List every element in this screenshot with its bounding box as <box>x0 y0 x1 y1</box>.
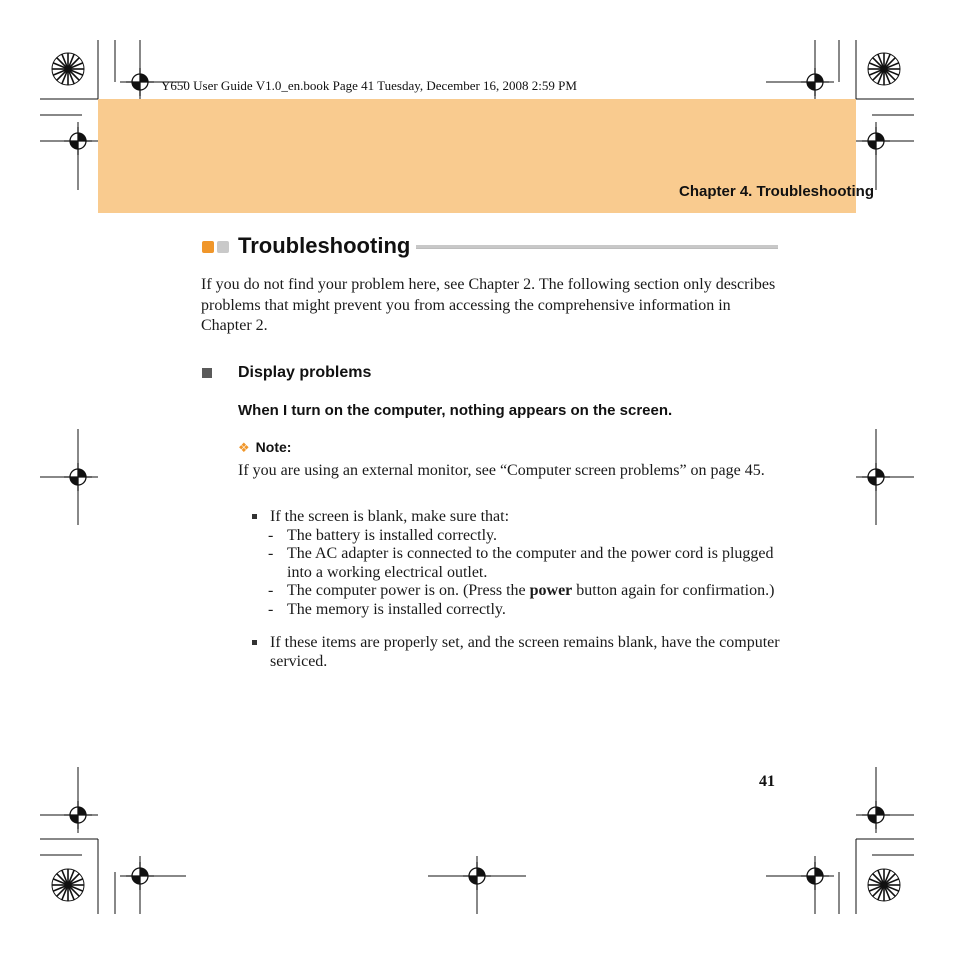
list-item <box>250 634 780 671</box>
troubleshooting-list <box>250 508 780 671</box>
note-text: If you are using an external monitor, see “Computer screen problems” on page 45. <box>238 462 765 479</box>
list-item-text: If the screen is blank, make sure that: <box>270 508 510 525</box>
chapter-title: Chapter 4. Troubleshooting <box>678 183 874 200</box>
problem-question: When I turn on the computer, nothing appears on the screen. <box>238 402 673 419</box>
orange-square-icon <box>202 241 214 253</box>
sub-item-text: The battery is installed correctly. <box>287 526 497 544</box>
list-item <box>250 508 780 527</box>
sub-list-item: - The memory is installed correctly. <box>268 600 506 618</box>
sub-item-text: The memory is installed correctly. <box>287 600 506 618</box>
sub-list-item: - The computer power is on. (Press the power button again for confirmation.) <box>268 582 775 599</box>
gray-square-icon <box>217 241 229 253</box>
sub-list-item: - The AC adapter is connected to the computer and the power cord is plugged into a working electrical outlet. <box>268 545 774 581</box>
sub-item-text: The AC adapter is connected to the computer and the power cord is plugged into a working electrical outlet. <box>287 545 774 581</box>
intro-paragraph: If you do not find your problem here, see Chapter 2. The following section only describes problems that might prevent you from accessing the comprehensive information in Chapter 2. <box>201 276 776 334</box>
diamond-cluster-icon: ❖ <box>238 440 250 455</box>
power-keyword: power <box>529 582 573 599</box>
list-item-text: If these items are properly set, and the screen remains blank, have the computer serviced. <box>270 634 780 670</box>
bullet-icon <box>252 514 257 519</box>
section-heading <box>202 233 778 263</box>
page-number: 41 <box>759 773 775 790</box>
sub-item-text-before: The computer power is on. (Press the <box>287 582 530 599</box>
bullet-icon <box>252 640 257 645</box>
square-bullet-icon <box>202 368 212 378</box>
note-heading <box>238 439 291 456</box>
heading-rule <box>416 245 778 249</box>
sub-item-text-after: button again for confirmation.) <box>572 582 775 599</box>
note-label: Note: <box>255 439 292 455</box>
sub-list-item: - The battery is installed correctly. <box>268 526 497 544</box>
display-problems-label: Display problems <box>238 364 372 381</box>
print-info: Y650 User Guide V1.0_en.book Page 41 Tuesday, December 16, 2008 2:59 PM <box>161 78 577 93</box>
section-title: Troubleshooting <box>238 233 411 258</box>
